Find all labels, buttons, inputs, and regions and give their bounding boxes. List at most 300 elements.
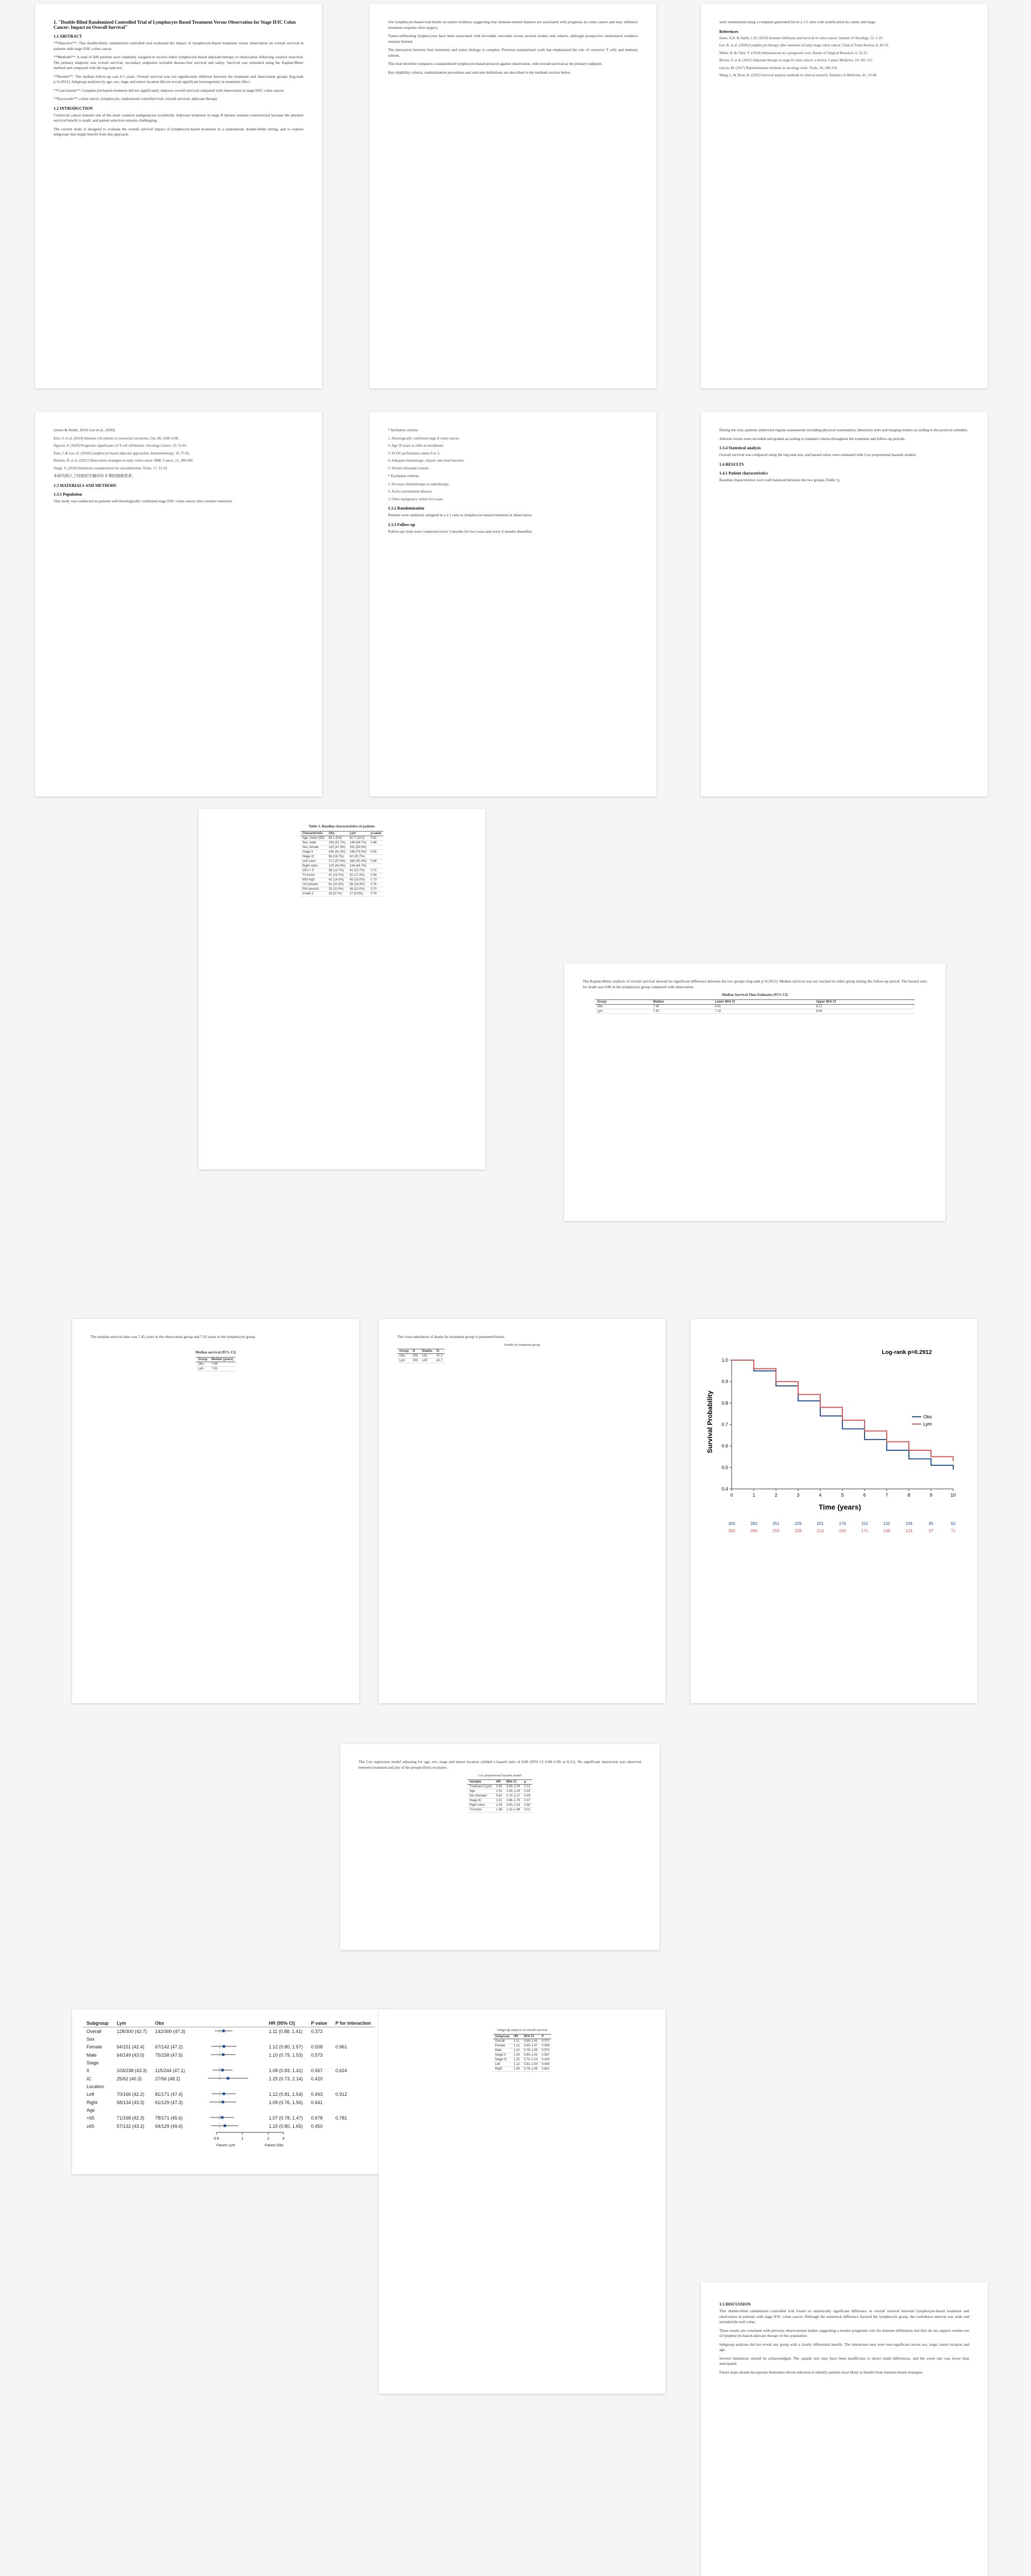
- table-cell: Stage II: [493, 2053, 512, 2057]
- list-item: 3. Other malignancy within five years.: [388, 497, 444, 501]
- forest-cell: [265, 2059, 307, 2066]
- table-cell: 0.72: [368, 869, 383, 873]
- x-tick-label: 0: [730, 1493, 733, 1498]
- col-header: Variable: [467, 1780, 494, 1784]
- table-row: [467, 1784, 532, 1789]
- forest-mark: [194, 2044, 261, 2049]
- forest-mark-cell: [190, 2090, 265, 2098]
- forest-cell: [331, 2107, 375, 2114]
- forest-mark-cell: [190, 2066, 265, 2075]
- table-cell: 0.21: [522, 1784, 532, 1789]
- forest-cell: 0.573: [311, 2053, 323, 2058]
- chart-title: Log-rank p=0.2912: [882, 1349, 932, 1355]
- chart-axes: [721, 1358, 956, 1498]
- document-page-11-km-plot: [690, 1319, 977, 1703]
- y-axis-label: Survival Probability: [706, 1391, 714, 1453]
- table-cell: 8.12: [814, 1005, 915, 1009]
- chart-series: [732, 1360, 953, 1470]
- table-cell: 0.420: [539, 2057, 551, 2062]
- abstract-keywords: **Keywords**: colon cancer; lymphocyte; randomized controlled trial; overall survival; adjuvant therapy: [54, 96, 217, 101]
- forest-cell: [331, 2036, 375, 2043]
- forest-cell: [113, 2083, 151, 2090]
- table-cell: 7.45: [209, 1362, 235, 1366]
- table-cell: 1.11: [512, 2039, 522, 2043]
- table-header-row: [467, 1780, 532, 1784]
- forest-cell: 25/62 (40.3): [116, 2076, 142, 2081]
- risk-count: 131: [883, 1521, 890, 1526]
- table-row: [196, 1362, 235, 1366]
- forest-row: [82, 2051, 375, 2059]
- table-row: [300, 887, 383, 892]
- table-cell: 300: [411, 1354, 420, 1359]
- legend-label: Obs: [923, 1414, 932, 1419]
- table-row: [397, 1354, 445, 1359]
- table-cell: 0.58: [368, 873, 383, 878]
- table-row: [300, 850, 383, 855]
- forest-cell: 67/142 (47.2): [155, 2044, 183, 2049]
- risk-count: 148: [883, 1529, 890, 1533]
- forest-cell: 64/151 (42.4): [116, 2044, 145, 2049]
- forest-cell: 1.10 (0.79, 1.53): [268, 2053, 303, 2058]
- reference-item: Singh, V. (2016) Statistical considerations for non-inferiority. Trials, 17, 12-19.: [54, 466, 168, 470]
- forest-cell: [307, 2036, 331, 2043]
- table-cell: 0.86: [494, 1784, 504, 1789]
- col-header: p: [522, 1780, 532, 1784]
- axis-tick-label: 1: [241, 2137, 244, 2141]
- body-paragraph: Subgroup analyses did not reveal any group with a clearly differential benefit. The interaction tests were non-significant across sex, stage, tumor location and age.: [719, 2342, 969, 2352]
- x-tick-label: 10: [950, 1493, 956, 1498]
- forest-mark-cell: [190, 2036, 265, 2043]
- forest-mark: [194, 2067, 261, 2073]
- table-header-row: [82, 2020, 375, 2027]
- table-cell: Obs: [196, 1362, 209, 1366]
- forest-mark-cell: [190, 2114, 265, 2122]
- document-page-4: [35, 412, 322, 796]
- forest-cell: 64/129 (49.6): [155, 2124, 183, 2129]
- document-page-3: [701, 4, 988, 388]
- table-cell: CEA > 5: [300, 869, 327, 873]
- forest-cell: Sex: [87, 2037, 95, 2042]
- x-tick-label: 2: [774, 1493, 778, 1498]
- exclusion-heading: * Exclusion criteria:: [388, 473, 419, 478]
- risk-count: 176: [839, 1521, 846, 1526]
- col-header: Lower 95% CI: [713, 1000, 814, 1005]
- table-cell: 1.10: [512, 2048, 522, 2053]
- favors-left-label: Favors Lym: [216, 2144, 235, 2147]
- forest-cell: [307, 2059, 331, 2066]
- body-paragraph: This double-blind randomized controlled trial found no statistically significant difference in overall survival between lymphocyte-based treatment and observation in patients with stage II/IC colon cancer. Although the numerical difference favored the lymphocyte group, the confidence interval was wide and included the null value.: [719, 2309, 969, 2324]
- body-paragraph: Several limitations should be acknowledged. The sample size may have been insufficient to detect small differences, and the event rate was lower than anticipated.: [719, 2355, 969, 2366]
- forest-cell: [265, 2107, 307, 2114]
- section-abstract-heading: 1.1 ABSTRACT: [54, 34, 82, 39]
- list-item: 4. Adequate hematologic, hepatic and renal function;: [388, 459, 465, 463]
- list-item: 2. Active autoimmune disease;: [388, 489, 432, 494]
- forest-cell: [331, 2075, 375, 2083]
- risk-count: 62: [951, 1521, 956, 1526]
- forest-plot-table: [82, 2020, 375, 2130]
- col-header: Characteristic: [300, 832, 327, 836]
- risk-count: 238: [795, 1529, 802, 1533]
- table-cell: 0.83–1.33: [504, 1803, 522, 1807]
- forest-cell: Right: [87, 2100, 98, 2105]
- table-cell: Sex, female: [300, 845, 327, 850]
- body-paragraph: The median survival time was 7.45 years in the observation group and 7.92 years in the lymphocyte group.: [91, 1334, 256, 1339]
- forest-cell: <65: [87, 2115, 95, 2121]
- reference-item: Park, J. & Lee, H. (2018) Lymphocyte-based adjuvant approaches. Immunotherapy, 10, 77-85.: [54, 451, 190, 455]
- forest-mark: [194, 2052, 261, 2057]
- forest-cell: 70/166 (42.2): [116, 2092, 145, 2097]
- document-page-14: [379, 2009, 666, 2394]
- forest-row: [82, 2107, 375, 2114]
- table-row: [300, 892, 383, 896]
- forest-cell: [151, 2059, 190, 2066]
- col-header: Median (years): [209, 1357, 235, 1362]
- table-cell: MSI-high: [300, 878, 327, 883]
- forest-mark: [194, 2076, 261, 2081]
- risk-count: 226: [795, 1521, 802, 1526]
- table-cell: Stage IC: [300, 855, 327, 859]
- table-cell: Male: [493, 2048, 512, 2053]
- list-item: 2. Age 18 years or older at enrollment;: [388, 444, 444, 448]
- table-caption: Median Survival Time Estimates (95% CI): [722, 993, 788, 997]
- table-cell: 0.76–1.56: [522, 2066, 540, 2071]
- forest-mark-cell: [190, 2098, 265, 2107]
- col-header: P value: [307, 2020, 331, 2027]
- risk-count: 259: [772, 1529, 780, 1533]
- table-row: [467, 1798, 532, 1803]
- table-cell: 0.573: [539, 2048, 551, 2053]
- col-header: Lym: [113, 2020, 151, 2027]
- col-header: N: [411, 1349, 420, 1354]
- forest-cell: [331, 2098, 375, 2107]
- x-axis-label: Time (years): [818, 1503, 861, 1511]
- risk-count: 85: [928, 1521, 934, 1526]
- document-page-6: [701, 412, 988, 796]
- table-cell: Treatment (Lym): [467, 1784, 494, 1789]
- forest-cell: 57/132 (43.2): [116, 2124, 145, 2129]
- abstract-methods: **Methods**: A total of 600 patients were randomly assigned to receive either lymphocyte-based adjuvant therapy or observation following curative resection. The primary endpoint was overall survival; secondary endpoints included disease-free survival and safety. Survival was estimated using the Kaplan-Meier method and compared with the log-rank test.: [54, 55, 303, 70]
- subgroup-table: [493, 2034, 552, 2072]
- cox-model-table: [467, 1780, 532, 1812]
- forest-row: [82, 2083, 375, 2090]
- col-header: 95% CI: [522, 2034, 540, 2039]
- forest-cell: 115/244 (47.1): [155, 2068, 185, 2073]
- table-cell: 47.3: [434, 1354, 445, 1359]
- table-cell: 38 (12.7%): [327, 869, 348, 873]
- table-cell: [368, 855, 383, 859]
- forest-cell: 0.450: [311, 2124, 323, 2129]
- forest-cell: [331, 2051, 375, 2059]
- table-cell: Stage IC: [493, 2057, 512, 2062]
- table-cell: 129 (43.0%): [327, 864, 348, 869]
- col-header: Median: [651, 1000, 713, 1005]
- table-cell: 0.68: [522, 1803, 532, 1807]
- document-page-10: [379, 1319, 666, 1703]
- reference-item: Kim, S. et al. (2019) Immune cell subsets in colorectal carcinoma. Gut, 68, 1100-1108.: [54, 436, 179, 440]
- table-cell: 0.567: [539, 2053, 551, 2057]
- section-results-heading: 1.4 RESULTS: [719, 462, 744, 467]
- table-cell: 1.31: [494, 1798, 504, 1803]
- forest-row: [82, 2043, 375, 2051]
- table-cell: 1.05: [494, 1803, 504, 1807]
- forest-cell: [113, 2107, 151, 2114]
- risk-count: 124: [905, 1529, 912, 1533]
- x-tick-label: 3: [797, 1493, 800, 1498]
- table-cell: 151 (50.3%): [348, 845, 369, 850]
- forest-mark: [194, 2115, 261, 2120]
- forest-cell: II: [87, 2068, 90, 2073]
- risk-count: 171: [861, 1529, 868, 1533]
- forest-cell: 0.493: [311, 2092, 323, 2097]
- forest-cell: 0.781: [335, 2115, 347, 2121]
- table-cell: 0.73–2.14: [522, 2057, 540, 2062]
- hr-point: [224, 2125, 226, 2127]
- body-paragraph: The interaction between host immunity and tumor biology is complex. Previous translational work has emphasized the role of cytotoxic T cells and memory subsets.: [388, 47, 638, 58]
- body-paragraph: The Cox regression model adjusting for age, sex, stage and tumor location yielded a hazard ratio of 0.86 (95% CI 0.68–1.09, p=0.21). No significant interaction was observed between treatment and any of the prespecified covariates.: [359, 1759, 641, 1770]
- table-cell: 0.76: [368, 883, 383, 887]
- deaths-table: [397, 1349, 445, 1363]
- abstract-results: **Results**: The median follow-up was 6.1 years. Overall survival was not significantly different between the treatment and observation groups (log-rank p=0.2912). Subgroup analyses by age, sex, stage and tumor location did not reveal significant heterogeneity in treatment effect.: [54, 74, 303, 84]
- table-header-row: [397, 1349, 445, 1354]
- col-header: %: [434, 1349, 445, 1354]
- table-row: [493, 2048, 552, 2053]
- hr-point: [222, 2054, 224, 2056]
- table-cell: 171 (57.0%): [327, 859, 348, 864]
- list-item: 5. Written informed consent.: [388, 466, 430, 470]
- forest-cell: 58/134 (43.3): [116, 2100, 145, 2105]
- body-paragraph: This trial therefore compares a standardized lymphocyte-based protocol against observation, with overall survival as the primary endpoint.: [388, 61, 603, 66]
- forest-row: [82, 2114, 375, 2122]
- table-cell: 0.68: [368, 859, 383, 864]
- table-cell: 7.92: [209, 1366, 235, 1371]
- hr-point: [221, 2116, 223, 2119]
- col-header: P: [539, 2034, 551, 2039]
- table-cell: 0.54: [368, 850, 383, 855]
- intro-paragraph: The current study is designed to evaluate the overall survival impact of lymphocyte-based treatment in a randomized, double-blind setting, and to explore subgroups that might benefit from this approach.: [54, 126, 303, 137]
- forest-cell: 1.15 (0.80, 1.65): [268, 2124, 303, 2129]
- table-cell: 61.7 (10.2): [348, 836, 369, 841]
- forest-cell: 0.420: [311, 2076, 323, 2081]
- forest-mark: [194, 2028, 261, 2033]
- table-cell: 0.80–1.57: [522, 2043, 540, 2048]
- document-page-8: [564, 963, 945, 1221]
- table-cell: 149 (49.7%): [348, 841, 369, 845]
- col-header: Group: [196, 1357, 209, 1362]
- table-cell: Right: [493, 2066, 512, 2071]
- col-header: Upper 95% CI: [814, 1000, 915, 1005]
- forest-cell: 0.567: [311, 2068, 323, 2073]
- forest-mark-cell: [190, 2027, 265, 2036]
- intro-paragraph: Colorectal cancer remains one of the most common malignancies worldwide. Adjuvant treatment in stage II disease remains controversial because the absolute survival benefit is small, and patient selection remains challenging.: [54, 112, 303, 123]
- table-cell: 0.46: [368, 841, 383, 845]
- table-cell: Female: [493, 2043, 512, 2048]
- kaplan-meier-chart: [701, 1340, 967, 1556]
- table-cell: 0.73: [368, 878, 383, 883]
- table-cell: 1.09: [512, 2066, 522, 2071]
- forest-mark-cell: [190, 2075, 265, 2083]
- col-header: Obs: [151, 2020, 190, 2027]
- table-cell: 0.70: [368, 887, 383, 892]
- table-cell: 27 (9.0%): [348, 892, 369, 896]
- risk-count: 201: [817, 1521, 824, 1526]
- y-tick-label: 1.0: [721, 1358, 728, 1363]
- table-cell: 142 (47.3%): [327, 845, 348, 850]
- body-paragraph: During the trial, patients underwent regular assessments including physical examination, laboratory tests and imaging studies according to the protocol schedule.: [719, 428, 968, 432]
- reference-item: Brown, T. et al. (2021) Adjuvant therapy in stage II colon cancer: a review. Cancer Medicine, 10, 101-115.: [719, 58, 873, 62]
- forest-cell: 1.08 (0.83, 1.41): [268, 2068, 303, 2073]
- forest-cell: 81/171 (47.4): [155, 2092, 183, 2097]
- forest-cell: 1.12 (0.80, 1.57): [268, 2044, 303, 2049]
- table-cell: Age: [467, 1789, 494, 1793]
- y-tick-label: 0.4: [721, 1486, 728, 1492]
- table-cell: 128: [420, 1359, 434, 1363]
- hr-point: [223, 2093, 225, 2095]
- forest-cell: 1.11 (0.88, 1.41): [268, 2029, 302, 2034]
- table-caption: Subgroup analysis of overall survival: [497, 2028, 548, 2032]
- col-header: HR: [512, 2034, 522, 2039]
- table-caption: Table 1. Baseline characteristics of patients: [309, 824, 375, 828]
- table-cell: 244 (81.3%): [327, 850, 348, 855]
- table-cell: Obs: [397, 1354, 411, 1359]
- table-cell: 1.08: [512, 2053, 522, 2057]
- table-cell: 42 (14.0%): [327, 878, 348, 883]
- col-header: HR (95% CI): [265, 2020, 307, 2027]
- body-paragraph: were randomized using a computer-generated list in a 1:1 ratio with stratification by center and stage.: [719, 20, 876, 24]
- col-header: p-value: [368, 832, 383, 836]
- inclusion-heading: * Inclusion criteria:: [388, 428, 418, 432]
- forest-cell: 1.07 (0.78, 1.47): [268, 2115, 303, 2121]
- col-header: Subgroup: [82, 2020, 113, 2027]
- risk-count: 282: [750, 1521, 757, 1526]
- risk-count: 300: [728, 1521, 735, 1526]
- table-cell: Obs: [595, 1005, 651, 1009]
- forest-row: [82, 2098, 375, 2107]
- y-tick-label: 0.7: [721, 1422, 728, 1427]
- document-page-15: [701, 2282, 988, 2576]
- forest-cell: [331, 2083, 375, 2090]
- section-introduction-heading: 1.2 INTRODUCTION: [54, 106, 93, 111]
- table-cell: 0.07: [522, 1798, 532, 1803]
- table-cell: 1.25: [512, 2057, 522, 2062]
- y-tick-label: 0.8: [721, 1400, 728, 1406]
- table-cell: 1.10–1.99: [504, 1807, 522, 1812]
- table-cell: Sex (female): [467, 1793, 494, 1798]
- forest-cell: 71/168 (42.3): [116, 2115, 145, 2121]
- table-cell: 1.12: [512, 2062, 522, 2066]
- forest-cell: [151, 2107, 190, 2114]
- axis-tick-label: 2: [267, 2137, 269, 2141]
- table-cell: 47 (15.7%): [327, 873, 348, 878]
- body-paragraph: Baseline characteristics were well balanced between the two groups (Table 1).: [719, 477, 840, 482]
- table-caption: Deaths by treatment group: [504, 1343, 540, 1347]
- table-cell: 6.81: [713, 1005, 814, 1009]
- table-cell: 7.10: [713, 1009, 814, 1014]
- median-table: [196, 1357, 235, 1371]
- forest-cell: [151, 2036, 190, 2043]
- table-header-row: [196, 1357, 235, 1362]
- document-page-12: [340, 1744, 660, 1950]
- table-cell: 1.02: [494, 1789, 504, 1793]
- table-row: [467, 1789, 532, 1793]
- table-row: [397, 1359, 445, 1363]
- forest-row: [82, 2122, 375, 2130]
- forest-cell: Location: [87, 2084, 105, 2089]
- forest-mark: [194, 2099, 261, 2105]
- section-discussion-heading: 1.5 DISCUSSION: [719, 2302, 751, 2307]
- forest-cell: 0.508: [311, 2044, 323, 2049]
- forest-row: [82, 2027, 375, 2036]
- table-header-row: [595, 1000, 915, 1005]
- reference-item: Miller, R. & Chen, Y. (2018) Immunoscore as a prognostic tool. Annals of Surgical Research, 4, 22-31.: [719, 50, 868, 55]
- table-row: [467, 1807, 532, 1812]
- forest-cell: 0.641: [311, 2100, 323, 2105]
- table-cell: Grade 3: [300, 892, 327, 896]
- col-header: P for interaction: [331, 2020, 375, 2027]
- table-cell: T4 tumor: [300, 873, 327, 878]
- col-header: Deaths: [420, 1349, 434, 1354]
- survival-curve-lym: [732, 1360, 953, 1461]
- risk-count: 193: [839, 1529, 846, 1533]
- forest-cell: 1.09 (0.76, 1.56): [268, 2100, 303, 2105]
- risk-count: 300: [728, 1529, 735, 1533]
- x-tick-label: 8: [907, 1493, 910, 1498]
- forest-row: [82, 2036, 375, 2043]
- risk-count: 97: [928, 1529, 934, 1533]
- table-caption: Cox proportional hazards model: [478, 1773, 521, 1777]
- forest-mark: [194, 2123, 261, 2128]
- document-page-5: [369, 412, 656, 796]
- document-page-9: [72, 1319, 359, 1703]
- subsection-heading: 1.3.4 Statistical analysis: [719, 446, 761, 450]
- table-cell: 56 (18.7%): [327, 855, 348, 859]
- table-cell: 166 (55.3%): [348, 859, 369, 864]
- table-cell: 0.372: [539, 2039, 551, 2043]
- table-cell: 1.48: [494, 1807, 504, 1812]
- forest-row: [82, 2066, 375, 2075]
- forest-cell: [113, 2036, 151, 2043]
- table-cell: 62 (20.7%): [348, 855, 369, 859]
- forest-cell: 0.372: [311, 2029, 323, 2034]
- body-paragraph: Key eligibility criteria, randomization procedures and outcome definitions are described in the methods section below.: [388, 70, 571, 75]
- col-header: Lym: [348, 832, 369, 836]
- body-paragraph: (Jones & Smith, 2019; Lee et al., 2020).: [54, 428, 116, 432]
- x-tick-label: 5: [841, 1493, 844, 1498]
- table-cell: [368, 864, 383, 869]
- body-paragraph: This study was conducted in patients with histologically confirmed stage II/IC colon cancer after curative resection.: [54, 498, 233, 503]
- forest-cell: [113, 2059, 151, 2066]
- body-paragraph: Our lymphocyte-based trial builds on earlier evidence suggesting that immune-related features are associated with prognosis in colon cancer and may influence treatment response after surgery.: [388, 20, 638, 30]
- table-cell: LVI present: [300, 883, 327, 887]
- col-header: Subgroup: [493, 2034, 512, 2039]
- table-cell: Age, mean (SD): [300, 836, 327, 841]
- table-cell: 45 (15.0%): [348, 878, 369, 883]
- table-row: [300, 869, 383, 873]
- forest-mark: [194, 2091, 261, 2096]
- table-cell: 0.641: [539, 2066, 551, 2071]
- forest-row: [82, 2075, 375, 2083]
- forest-cell: 0.912: [335, 2092, 347, 2097]
- favors-right-label: Favors Obs: [264, 2144, 283, 2147]
- table-row: [300, 845, 383, 850]
- document-page-13-forest-plot: [72, 2009, 392, 2174]
- forest-cell: 27/56 (48.2): [155, 2076, 180, 2081]
- forest-cell: 0.624: [335, 2068, 347, 2073]
- body-paragraph: The cross-tabulation of deaths by treatment group is presented below.: [397, 1334, 505, 1339]
- table-cell: 58 (19.3%): [348, 883, 369, 887]
- risk-count: 71: [951, 1529, 956, 1533]
- table-cell: 0.493: [539, 2062, 551, 2066]
- table-header-row: [493, 2034, 552, 2039]
